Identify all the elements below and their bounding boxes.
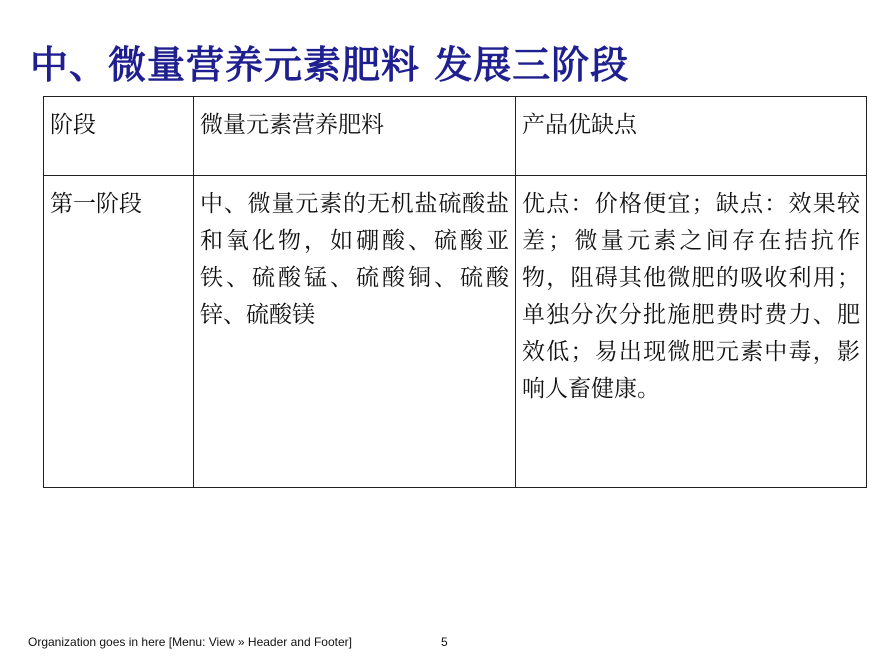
cell-fertilizer: 中、微量元素的无机盐硫酸盐和氧化物，如硼酸、硫酸亚铁、硫酸锰、硫酸铜、硫酸锌、硫酸镁 (194, 176, 516, 488)
header-fertilizer: 微量元素营养肥料 (194, 97, 516, 176)
footer-page-number: 5 (441, 635, 448, 649)
table-row (44, 176, 867, 488)
cell-stage: 第一阶段 (44, 176, 194, 488)
header-pros-cons: 产品优缺点 (516, 97, 867, 176)
footer-organization: Organization goes in here [Menu: View » Header and Footer] (28, 635, 352, 649)
header-stage: 阶段 (44, 97, 194, 176)
cell-pros-cons: 优点：价格便宜；缺点：效果较差；微量元素之间存在拮抗作物，阻碍其他微肥的吸收利用；单独分次分批施肥费时费力、肥效低；易出现微肥元素中毒，影响人畜健康。 (516, 176, 867, 488)
table-header-row (44, 97, 867, 176)
slide-title: 中、微量营养元素肥料 发展三阶段 (30, 43, 630, 87)
stages-table (43, 96, 867, 488)
